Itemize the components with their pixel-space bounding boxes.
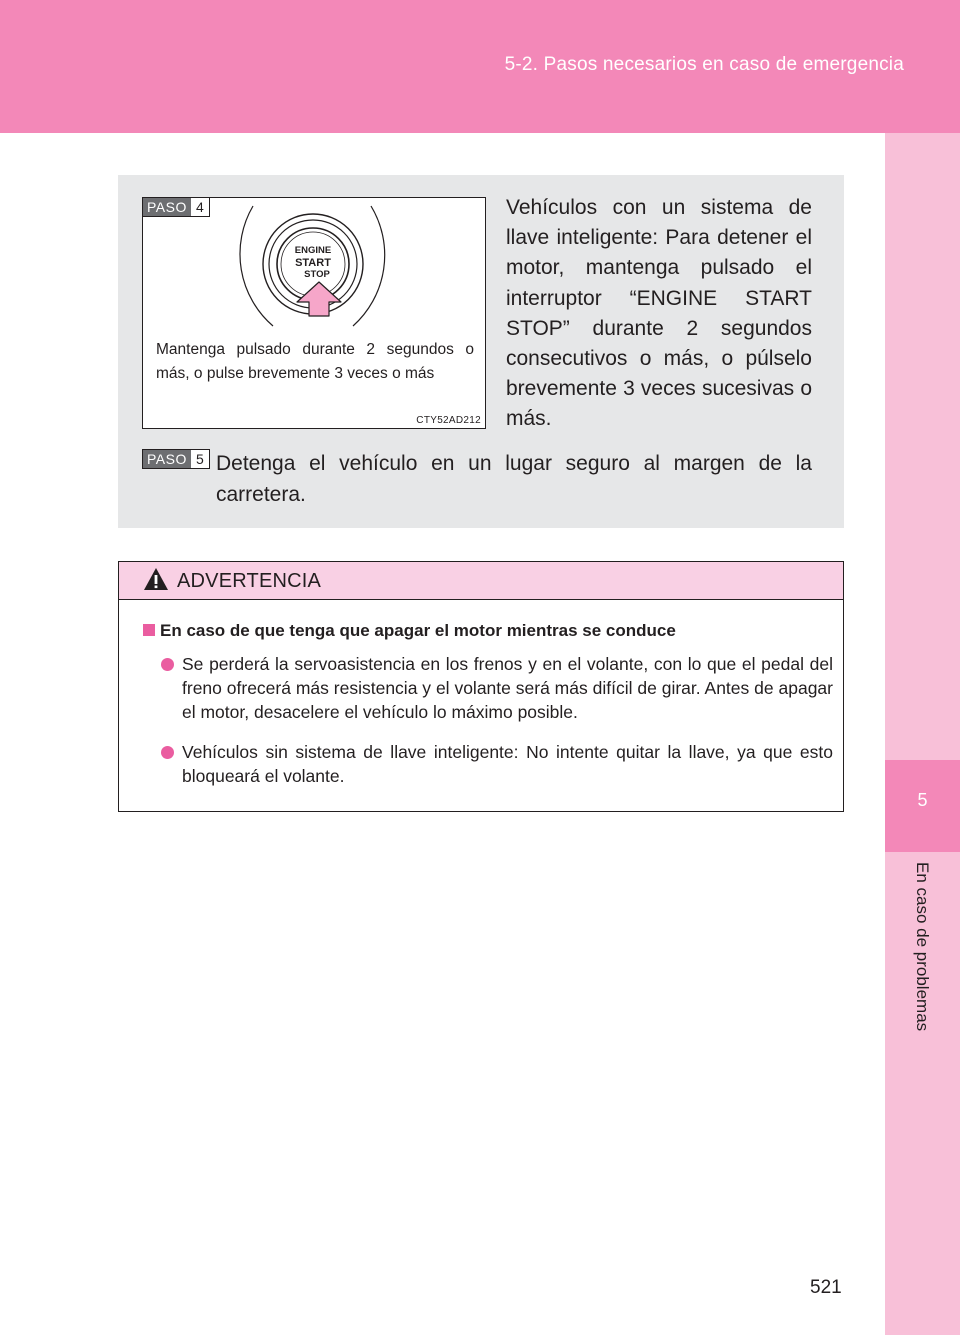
button-label-line-2: START xyxy=(295,257,331,269)
round-bullet-icon xyxy=(161,658,174,671)
step5-text: Detenga el vehículo en un lugar seguro al margen de la carretera. xyxy=(216,452,812,506)
illustration-caption: Mantenga pulsado durante 2 segundos o más, o pulse brevemente 3 veces o más xyxy=(156,341,474,382)
step5-tag-number: 5 xyxy=(191,450,209,468)
chapter-label: En caso de problemas xyxy=(912,862,932,1032)
chapter-label-wrap xyxy=(885,862,960,1062)
chapter-tab xyxy=(885,760,960,852)
step4-tag-number: 4 xyxy=(191,198,209,216)
round-bullet-icon xyxy=(161,746,174,759)
step5-tag xyxy=(142,449,210,469)
warning-subheading-text: En caso de que tenga que apagar el motor mientras se conduce xyxy=(160,621,676,640)
warning-title: ADVERTENCIA xyxy=(177,570,322,592)
header-band xyxy=(0,0,960,133)
warning-header xyxy=(119,562,843,600)
page-number: 521 xyxy=(810,1277,842,1298)
step4-tag-label: PASO xyxy=(143,198,191,216)
warning-bullet xyxy=(161,652,833,724)
section-title: 5-2. Pasos necesarios en caso de emergencia xyxy=(504,54,904,75)
square-bullet-icon xyxy=(143,624,155,636)
engine-start-stop-button-drawing xyxy=(143,198,486,429)
step5-tag-label: PASO xyxy=(143,450,191,468)
button-label-line-1: ENGINE xyxy=(294,245,332,256)
warning-bullet-text: Vehículos sin sistema de llave inteligente: No intente quitar la llave, ya que esto bloqueará el volante. xyxy=(182,742,833,786)
warning-bullet xyxy=(161,740,833,788)
step4-tag xyxy=(142,197,210,217)
engine-button-illustration xyxy=(142,197,486,429)
illustration-code: CTY52AD212 xyxy=(416,415,481,426)
button-label-line-3: STOP xyxy=(304,269,330,280)
step4-text: Vehículos con un sistema de llave inteligente: Para detener el motor, mantenga pulsado el interruptor “ENGINE START STOP” durante 2 segundos consecutivos o más, o púlselo brevemente 3 veces sucesivas o más. xyxy=(506,196,812,431)
chapter-sidebar xyxy=(885,133,960,1335)
chapter-number: 5 xyxy=(917,790,928,810)
warning-bullet-text: Se perderá la servoasistencia en los frenos y en el volante, con lo que el pedal del freno ofrecerá más resistencia y el volante será más difícil de girar. Antes de apagar el motor, desacelere el vehículo lo máximo posible. xyxy=(182,654,833,722)
warning-triangle-icon xyxy=(143,566,169,592)
warning-subheading xyxy=(143,621,676,641)
warning-box xyxy=(118,561,844,812)
